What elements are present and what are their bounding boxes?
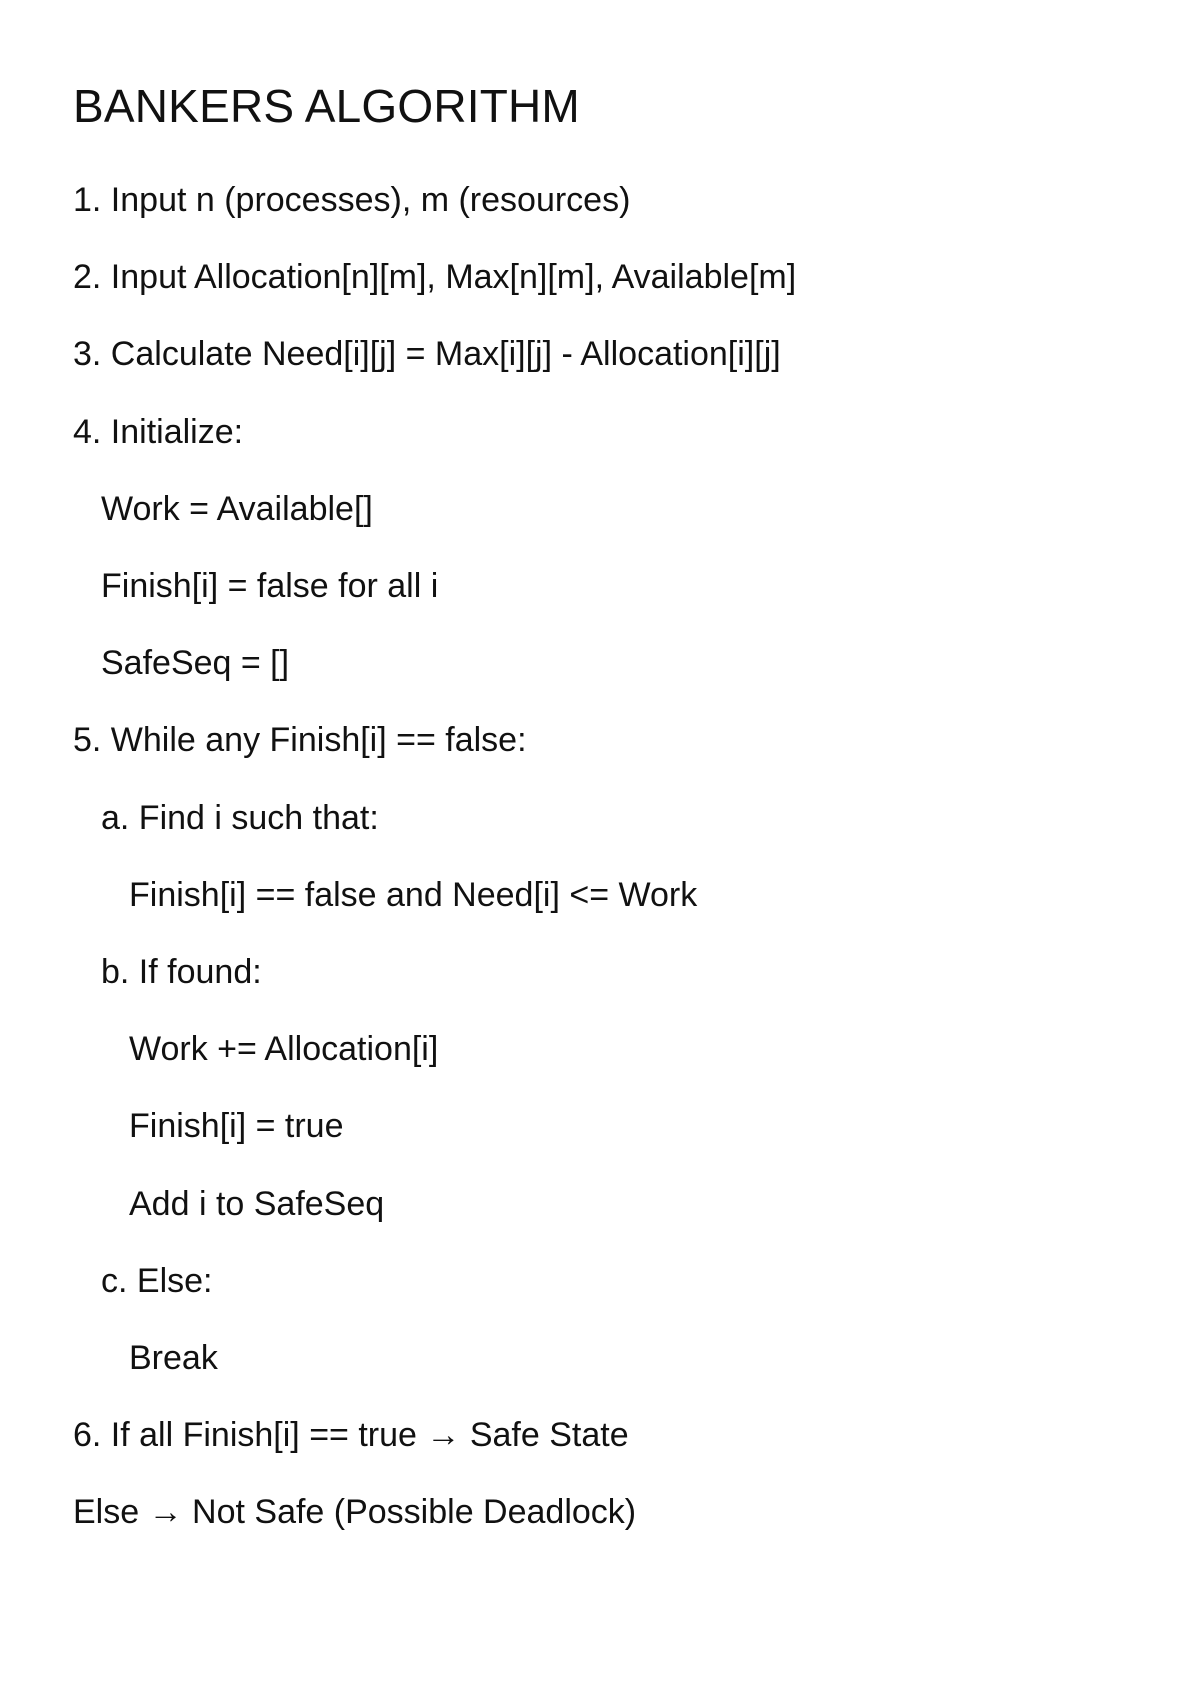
algorithm-line: 4. Initialize: (73, 412, 244, 451)
algorithm-line: Finish[i] = true (129, 1107, 344, 1146)
algorithm-line: Add i to SafeSeq (129, 1184, 385, 1223)
algorithm-line: c. Else: (101, 1261, 213, 1300)
algorithm-line: 3. Calculate Need[i][j] = Max[i][j] - Allocation[i][j] (73, 335, 781, 374)
algorithm-line: 6. If all Finish[i] == true → Safe State (73, 1416, 629, 1455)
algorithm-line: Break (129, 1339, 218, 1377)
algorithm-line: 2. Input Allocation[n][m], Max[n][m], Available[m] (73, 258, 797, 297)
algorithm-line: Else → Not Safe (Possible Deadlock) (73, 1493, 637, 1532)
algorithm-line: Finish[i] == false and Need[i] <= Work (129, 875, 698, 914)
algorithm-line: Finish[i] = false for all i (101, 567, 439, 605)
algorithm-line: 1. Input n (processes), m (resources) (73, 181, 631, 219)
algorithm-line: SafeSeq = [] (101, 644, 290, 683)
algorithm-line: a. Find i such that: (101, 798, 379, 837)
algorithm-line: b. If found: (101, 953, 262, 991)
document-title: BANKERS ALGORITHM (73, 80, 580, 132)
algorithm-line: Work = Available[] (101, 489, 373, 528)
algorithm-line: Work += Allocation[i] (129, 1030, 439, 1069)
algorithm-line: 5. While any Finish[i] == false: (73, 721, 527, 760)
